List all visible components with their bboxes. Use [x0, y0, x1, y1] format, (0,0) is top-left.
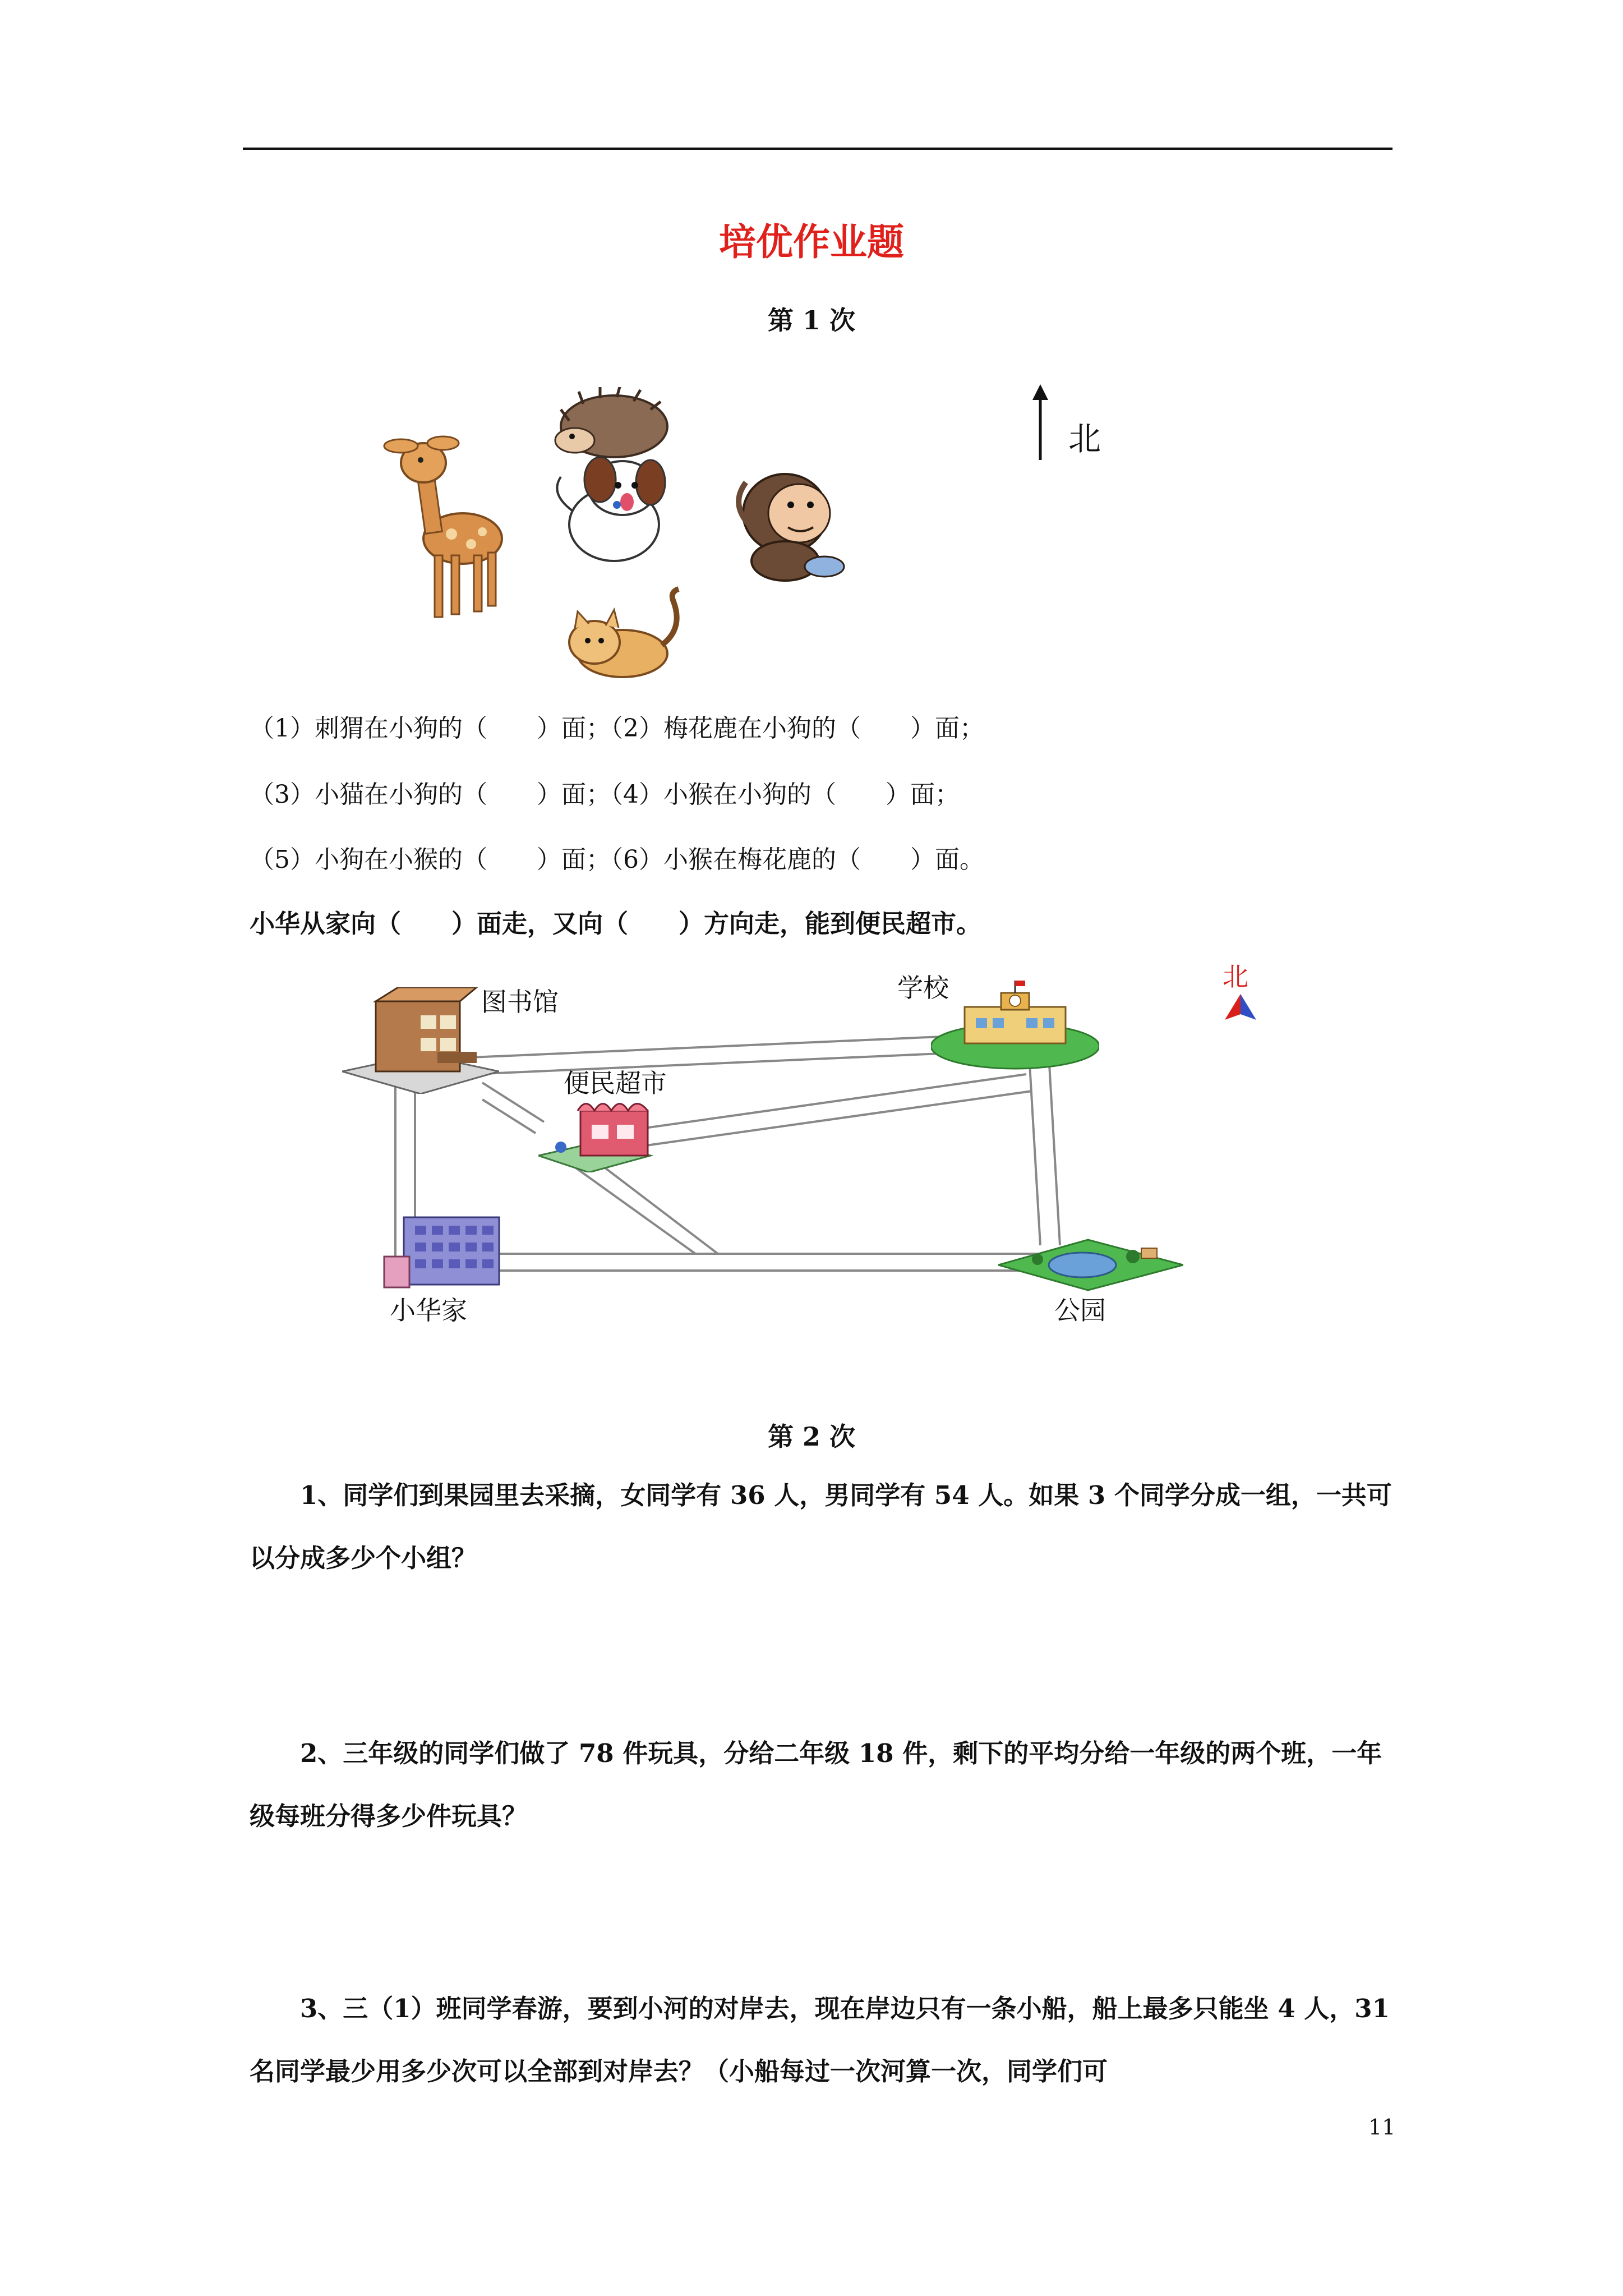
park-icon	[998, 1234, 1183, 1296]
question-line-3: （5）小狗在小猴的（ ）面；（6）小猴在梅花鹿的（ ）面。	[250, 845, 984, 874]
dog-illustration	[557, 457, 665, 561]
home-building-icon	[381, 1212, 510, 1296]
market-building-icon	[538, 1094, 684, 1172]
question-line-1: （1）刺猬在小狗的（ ）面；（2）梅花鹿在小狗的（ ）面；	[250, 714, 984, 743]
school-label: 学校	[897, 973, 949, 1003]
library-building-icon	[342, 987, 499, 1094]
section1-subheading: 第 1 次	[767, 305, 856, 335]
monkey-illustration	[739, 474, 844, 581]
map-north-label: 北	[1223, 961, 1248, 992]
hedgehog-illustration	[555, 387, 667, 457]
problem-2	[250, 1722, 1394, 1848]
town-map	[331, 965, 1273, 1324]
map-north-arrow-icon	[1224, 993, 1257, 1021]
problem-3	[250, 1977, 1394, 2103]
deer-illustration	[384, 436, 502, 617]
problem-1-text: 1、同学们到果园里去采摘，女同学有 36 人，男同学有 54 人。如果 3 个同学分成一组，一共可以分成多少个小组？	[250, 1480, 1392, 1573]
market-label: 便民超市	[564, 1068, 667, 1098]
problem-2-text: 2、三年级的同学们做了 78 件玩具，分给二年级 18 件，剩下的平均分给一年级的两个班，一年级每班分得多少件玩具？	[250, 1738, 1382, 1831]
school-building-icon	[931, 976, 1099, 1071]
section2-subheading: 第 2 次	[767, 1421, 856, 1452]
animals-illustration	[359, 387, 886, 690]
north-arrow-icon	[1023, 384, 1057, 463]
problem-3-text: 3、三（1）班同学春游，要到小河的对岸去，现在岸边只有一条小船，船上最多只能坐 4 人，31 名同学最少用多少次可以全部到对岸去？（小船每过一次河算一次，同学们可	[250, 1994, 1390, 2086]
north-label: 北	[1068, 420, 1101, 458]
park-label: 公园	[1054, 1295, 1106, 1326]
library-label: 图书馆	[481, 987, 559, 1017]
page-number: 11	[1368, 2115, 1396, 2139]
home-label: 小华家	[390, 1295, 467, 1326]
problem-1	[250, 1464, 1394, 1590]
header-rule	[243, 148, 1393, 150]
page-title: 培优作业题	[719, 220, 904, 264]
question-line-2: （3）小猫在小狗的（ ）面；（4）小猴在小狗的（ ）面；	[250, 780, 960, 809]
cat-illustration	[569, 589, 679, 677]
map-question: 小华从家向（ ）面走，又向（ ）方向走，能到便民超市。	[250, 909, 982, 938]
